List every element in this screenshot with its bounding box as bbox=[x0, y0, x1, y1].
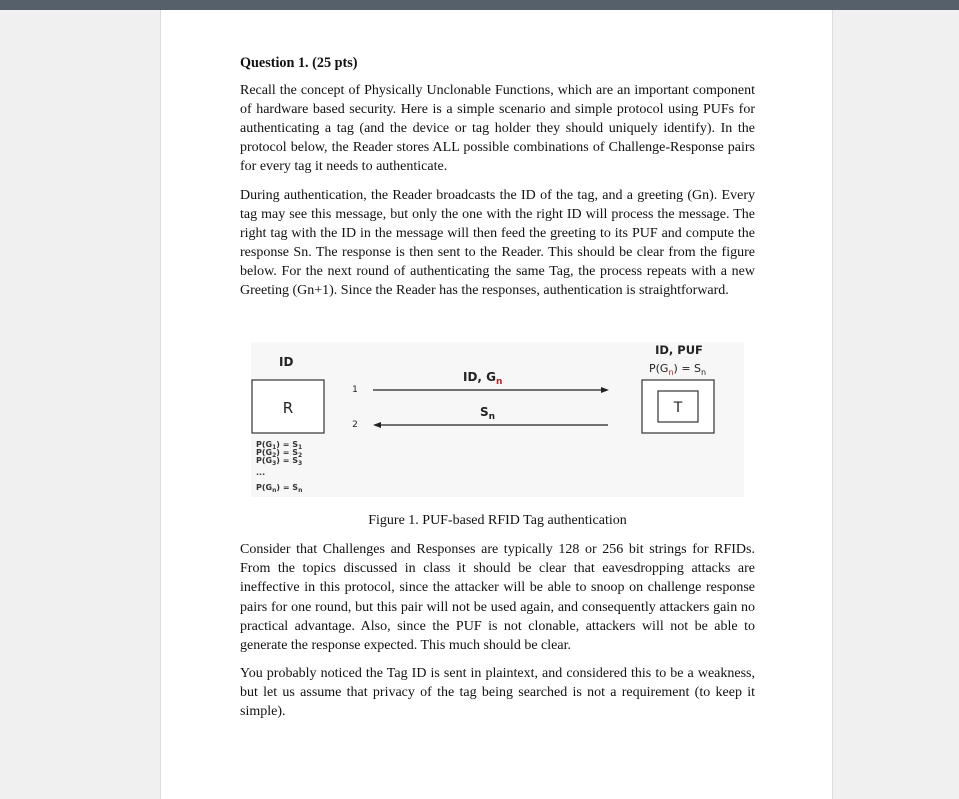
arrow-2-head bbox=[373, 422, 381, 428]
reader-id-label: ID bbox=[279, 355, 294, 370]
message-2-label: $S_n$ bbox=[480, 405, 496, 423]
document-page bbox=[160, 10, 833, 799]
figure-caption: Figure 1. PUF-based RFID Tag authentication bbox=[368, 513, 627, 529]
crp-ellipsis: ... bbox=[256, 468, 266, 478]
crp-row-n: $P(G_n) = S_n$ bbox=[256, 483, 303, 495]
tag-box-label: T bbox=[673, 400, 683, 417]
puf-protocol-figure bbox=[251, 342, 744, 497]
crp-row-1: $P(G_1) = S_1$ bbox=[256, 440, 303, 452]
tag-puf-equation: $P(G_n) = S_n$ bbox=[649, 362, 707, 378]
crp-row-2: $P(G_2) = S_2$ bbox=[256, 448, 303, 460]
question-heading: Question 1. (25 pts) bbox=[240, 55, 358, 71]
arrow-1-head bbox=[601, 387, 609, 393]
paragraph-intro: Recall the concept of Physically Unclonable Functions, which are an important component of hardware based security. Here is a simple scenario and simple protocol using PUFs for authenticating a tag (and the device or tag holder they should uniquely identify). In the protocol below, the Reader stores ALL possible combinations of Challenge-Response pairs for every tag it needs to authenticate. bbox=[240, 83, 755, 175]
document-content bbox=[240, 54, 755, 730]
window-title-bar bbox=[0, 0, 959, 10]
tag-header: ID, PUF bbox=[655, 343, 703, 358]
crp-row-3: $P(G_3) = S_3$ bbox=[256, 456, 303, 468]
paragraph-authentication: During authentication, the Reader broadcasts the ID of the tag, and a greeting (Gn). Every tag may see this message, but only the one with the right ID will process the message. The right tag with the ID in the message will then feed the greeting to its PUF and compute the response Sn. The response is then sent to the Reader. This should be clear from the figure below. For the next round of authenticating the same Tag, the process repeats with a new Greeting (Gn+1). Since the Reader has the responses, authentication is straightforward. bbox=[240, 187, 755, 299]
step-2-number: 2 bbox=[352, 420, 358, 431]
reader-box-label: R bbox=[282, 399, 294, 418]
message-1-label: ID, $G_n$ bbox=[463, 370, 503, 388]
step-1-number: 1 bbox=[352, 385, 358, 396]
paragraph-eavesdropping: Consider that Challenges and Responses are typically 128 or 256 bit strings for RFIDs. From the topics discussed in class it should be clear that eavesdropping attacks are ineffective in this protocol, since the attacker will be able to snoop on challenge response pairs for one round, but this pair will not be used again, and consequently attackers gain no practical advantage. Also, since the PUF is not clonable, attackers will not be able to generate the response expected. This much should be clear. bbox=[240, 542, 755, 653]
paragraph-privacy: You probably noticed the Tag ID is sent in plaintext, and considered this to be a weakness, but let us assume that privacy of the tag being searched is not a requirement (to keep it simple). bbox=[240, 665, 755, 719]
